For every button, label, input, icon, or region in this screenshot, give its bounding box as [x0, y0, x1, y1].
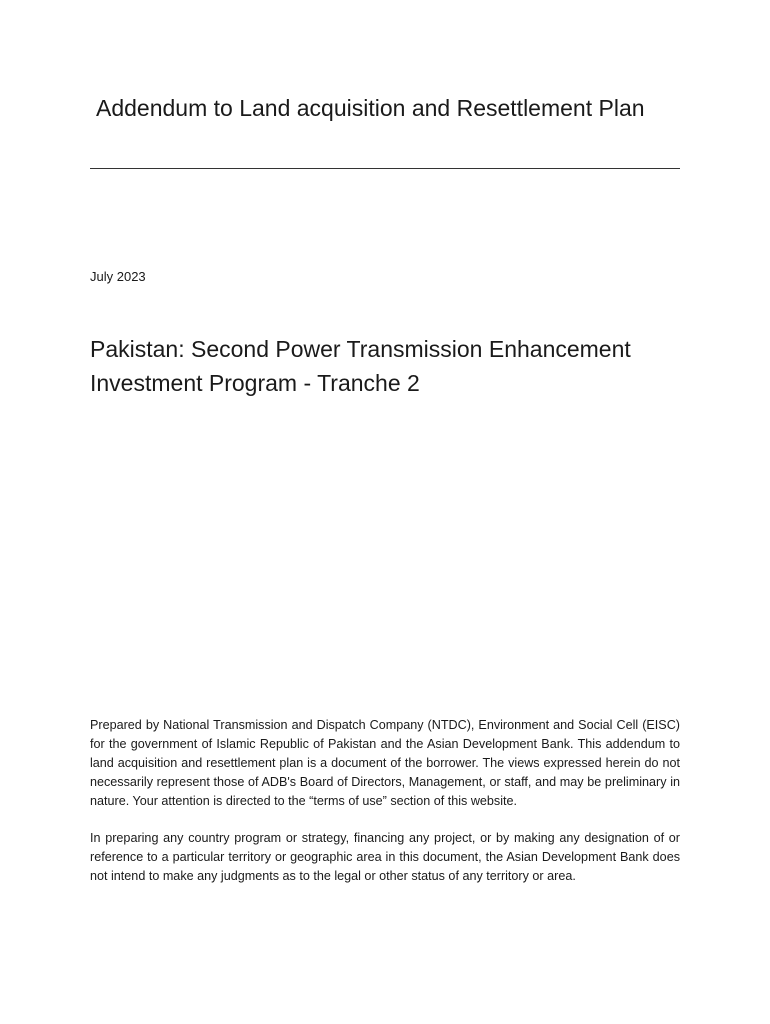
disclaimer-section [90, 716, 680, 886]
title-divider [90, 168, 680, 169]
disclaimer-paragraph-prepared-by: Prepared by National Transmission and Dispatch Company (NTDC), Environment and Social Cell (EISC) for the government of Islamic Republic of Pakistan and the Asian Development Bank. This addendum to land acquisition and resettlement plan is a document of the borrower. The views expressed herein do not necessarily represent those of ADB's Board of Directors, Management, or staff, and may be preliminary in nature. Your attention is directed to the “terms of use” section of this website. [90, 718, 680, 808]
document-date: July 2023 [90, 269, 146, 284]
document-title: Addendum to Land acquisition and Resettlement Plan [96, 95, 645, 121]
project-title: Pakistan: Second Power Transmission Enhancement Investment Program - Tranche 2 [90, 336, 631, 396]
disclaimer-paragraph-territory: In preparing any country program or strategy, financing any project, or by making any designation of or reference to a particular territory or geographic area in this document, the Asian Development Bank does not intend to make any judgments as to the legal or other status of any territory or area. [90, 831, 680, 883]
